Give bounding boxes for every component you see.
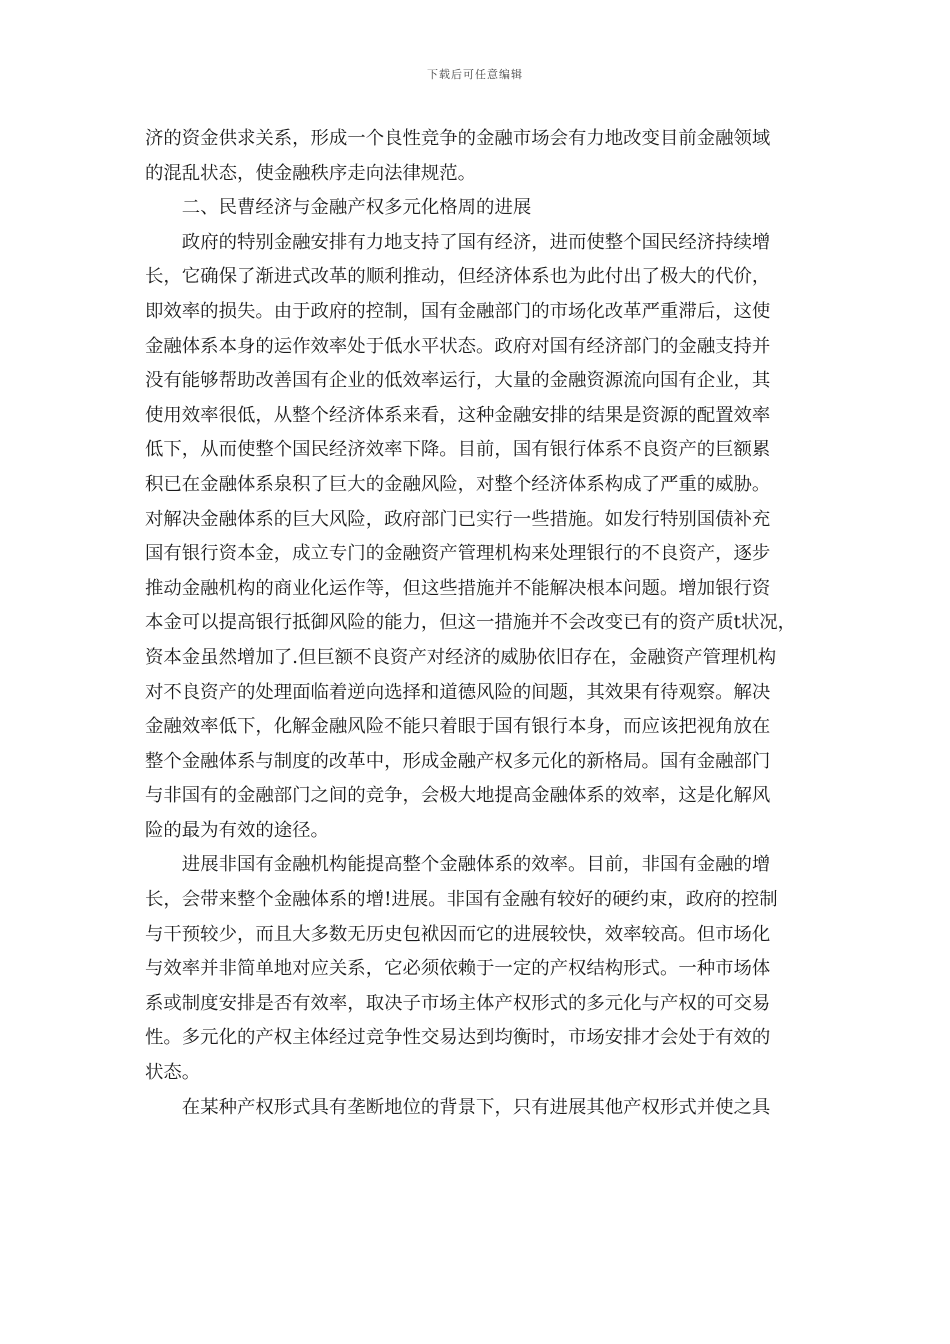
paragraph: [145, 226, 805, 849]
text-line: 的混乱状态，使金融秩序走向法律规范。: [145, 162, 477, 184]
text-line: 金融体系本身的运作效率处于低水平状态。政府对国有经济部门的金融支持并: [145, 335, 771, 357]
text-line: 济的资金供求关系，形成一个良性竞争的金融市场会有力地改变目前金融领域: [145, 128, 771, 149]
text-line: 对不良资产的处理面临着逆向选择和道德风险的间题，其效果有待观察。解决: [145, 681, 771, 703]
text-line: 金融效率低下，化解金融风险不能只着眼于国有银行本身，而应该把视角放在: [145, 716, 771, 738]
paragraph: [145, 848, 805, 1090]
text-line: 对解决金融体系的巨大风险，政府部门已实行一些措施。如发行特别国债补充: [145, 508, 771, 530]
text-line: 系或制度安排是否有效率，取决子市场主体产权形式的多元化与产权的可交易: [145, 992, 771, 1014]
text-line: 与效率并非简单地对应关系，它必须依赖于一定的产权结构形式。一种市场体: [145, 958, 771, 980]
text-line: 二、民曹经济与金融产权多元化格周的进展: [181, 197, 532, 219]
text-line: 险的最为有效的途径。: [145, 819, 329, 841]
page-header: 下载后可任意编辑: [427, 68, 523, 81]
text-line: 本金可以提高银行抵御风险的能力，但这一措施并不会改变已有的资产质t状况，: [145, 612, 797, 634]
text-line: 与干预较少，而且大多数无历史包袱因而它的进展较快，效率较高。但市场化: [145, 923, 771, 945]
text-line: 长，会带来整个金融体系的增!进展。非国有金融有较好的硬约束，政府的控制: [145, 889, 778, 911]
text-line: 在某种产权形式具有垄断地位的背景下，只有进展其他产权形式并使之具: [181, 1096, 771, 1118]
text-line: 进展非国有金融机构能提高整个金融体系的效率。目前，非国有金融的增: [181, 854, 771, 876]
document-body: [145, 122, 805, 1125]
text-line: 积已在金融体系泉积了巨大的金融风险，对整个经济体系构成了严重的威胁。: [145, 473, 771, 495]
text-line: 政府的特别金融安排有力地支持了国有经济，进而使整个国民经济持续增: [181, 231, 771, 253]
text-line: 国有银行资本金，成立专门的金融资产管理机构来处理银行的不良资产，逐步: [145, 543, 771, 565]
text-line: 状态。: [145, 1062, 201, 1084]
text-line: 整个金融体系与制度的改革中，形成金融产权多元化的新格局。国有金融部门: [145, 750, 771, 772]
text-line: 使用效率很低，从整个经济体系来看，这种金融安排的结果是资源的配置效率: [145, 404, 771, 426]
text-line: 资本金虽然增加了.但巨额不良资产对经济的威胁依旧存在，金融资产管理机构: [145, 646, 777, 668]
paragraph: [145, 1091, 805, 1126]
paragraph: [145, 122, 805, 191]
text-line: 与非国有的金融部门之间的竞争，会极大地提高金融体系的效率，这是化解风: [145, 785, 771, 807]
text-line: 即效率的损失。由于政府的控制，国有金融部门的市场化改革严重滞后，这使: [145, 300, 771, 322]
text-line: 没有能够帮助改善国有企业的低效率运行，大量的金融资源流向国有企业，其: [145, 370, 771, 392]
text-line: 推动金融机构的商业化运作等，但这些措施并不能解决根本问题。增加银行资: [145, 577, 771, 599]
section-heading: [145, 191, 805, 226]
text-line: 长，它确保了渐进式改革的顺利推动，但经济体系也为此付出了极大的代价，: [145, 266, 771, 288]
text-line: 低下，从而使整个国民经济效率下降。目前，国有银行体系不良资产的巨额累: [145, 439, 771, 461]
text-line: 性。多元化的产权主体经过竞争性交易达到均衡时，市场安排才会处于有效的: [145, 1027, 771, 1049]
